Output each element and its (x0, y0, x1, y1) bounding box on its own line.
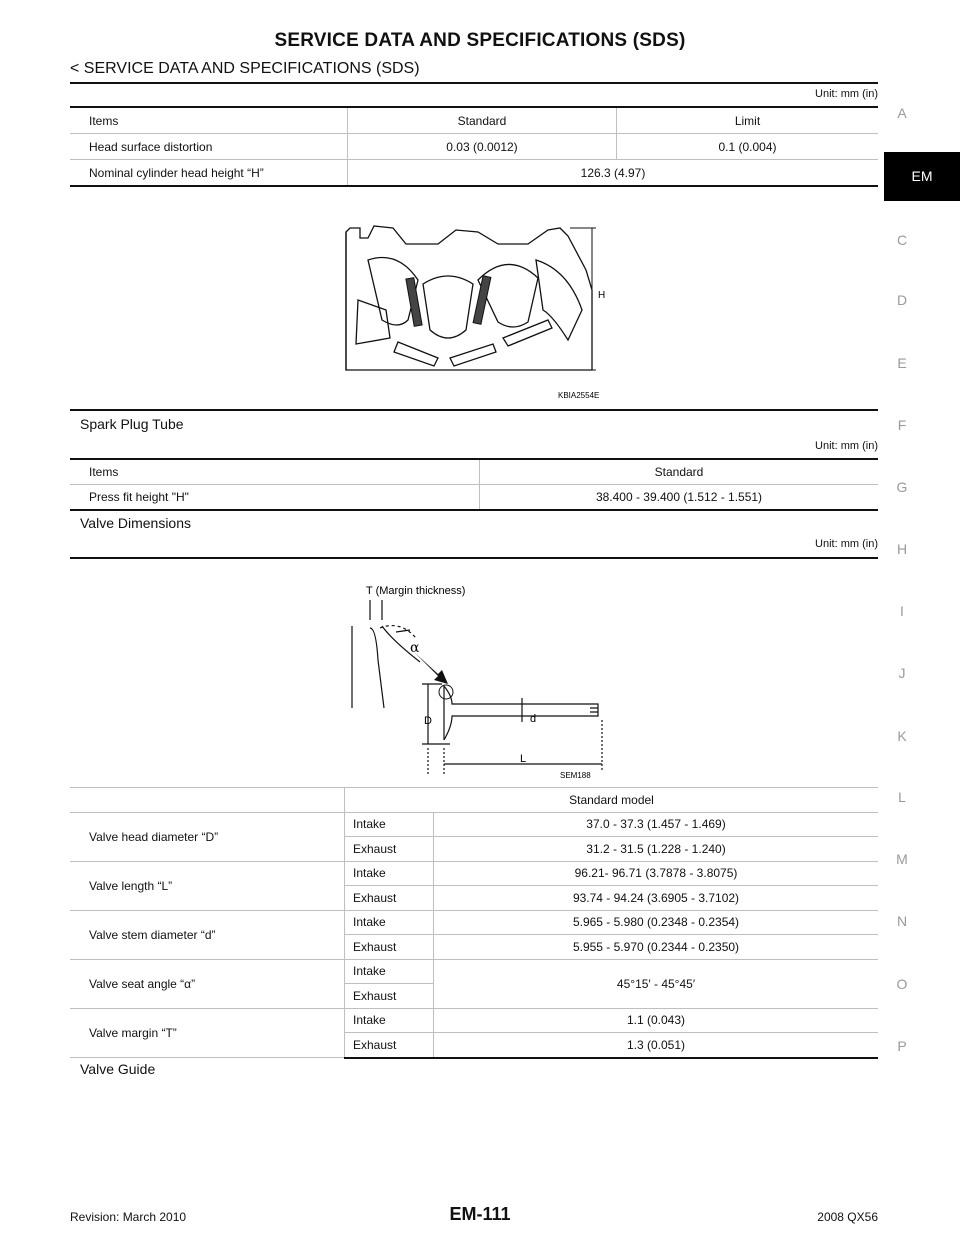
table-header-cell: Standard (480, 459, 879, 485)
table-cell: Intake (345, 861, 434, 886)
section-title-valve-dimensions: Valve Dimensions (80, 515, 192, 531)
table-cell: 0.03 (0.0012) (348, 134, 617, 160)
table-row (70, 959, 878, 984)
section-divider (70, 409, 878, 411)
table-header-cell: Limit (617, 107, 879, 134)
figure-code: SEM188 (560, 771, 591, 780)
sidebar-index-k[interactable]: K (897, 728, 907, 744)
table-cell: 96.21- 96.71 (3.7878 - 3.8075) (434, 861, 879, 886)
table-cell: Exhaust (345, 837, 434, 862)
table-header-cell-empty (70, 788, 345, 813)
table-cell: Valve length “L” (70, 861, 345, 910)
sidebar-index-p[interactable]: P (897, 1038, 907, 1054)
table-cell: Valve seat angle “α” (70, 959, 345, 1008)
table-cell: 5.955 - 5.970 (0.2344 - 0.2350) (434, 935, 879, 960)
sidebar-index-n[interactable]: N (896, 913, 908, 929)
table-cell: 38.400 - 39.400 (1.512 - 1.551) (480, 485, 879, 511)
table-cell: Head surface distortion (70, 134, 348, 160)
sidebar-index-em-active[interactable]: EM (884, 152, 960, 201)
table-cell: 1.3 (0.051) (434, 1033, 879, 1058)
table-row (70, 861, 878, 886)
section-title-valve-guide: Valve Guide (80, 1061, 156, 1077)
figure-dimension-label: H (598, 290, 606, 301)
sidebar-index-g[interactable]: G (896, 479, 908, 495)
table-header-cell: Items (70, 459, 480, 485)
footer-page-number: EM-111 (449, 1204, 511, 1224)
cylinder-head-table (70, 106, 878, 187)
table-cell: Valve stem diameter “d” (70, 910, 345, 959)
table-cell: 37.0 - 37.3 (1.457 - 1.469) (434, 812, 879, 837)
table-row (70, 160, 878, 187)
sidebar-index-j[interactable]: J (898, 665, 906, 681)
breadcrumb[interactable]: < SERVICE DATA AND SPECIFICATIONS (SDS) (70, 60, 420, 77)
page-title: SERVICE DATA AND SPECIFICATIONS (SDS) (274, 30, 686, 51)
section-title-spark-plug-tube: Spark Plug Tube (80, 416, 184, 432)
figure-d-major-label: D (424, 715, 432, 727)
table-cell: Intake (345, 959, 434, 984)
sidebar-index-e[interactable]: E (897, 355, 907, 371)
table-cell: 0.1 (0.004) (617, 134, 879, 160)
table-cell: Intake (345, 1008, 434, 1033)
table-cell: Nominal cylinder head height “H” (70, 160, 348, 187)
table-cell: Valve head diameter “D” (70, 812, 345, 861)
table-cell: Valve margin “T” (70, 1008, 345, 1058)
table-cell: 1.1 (0.043) (434, 1008, 879, 1033)
cylinder-head-figure (338, 220, 628, 405)
table-header-cell: Standard model (345, 788, 879, 813)
unit-label: Unit: mm (in) (815, 440, 878, 452)
figure-d-minor-label: d (530, 713, 537, 725)
table-header-row (70, 459, 878, 485)
table-header-row (70, 107, 878, 134)
spark-plug-tube-table (70, 458, 878, 511)
table-row (70, 1008, 878, 1033)
sidebar-index-o[interactable]: O (896, 976, 908, 992)
figure-title: T (Margin thickness) (366, 585, 466, 597)
sidebar-index-a[interactable]: A (897, 105, 907, 121)
sidebar-index-l[interactable]: L (898, 789, 906, 805)
figure-code: KBIA2554E (558, 391, 600, 400)
table-row (70, 910, 878, 935)
table-row (70, 134, 878, 160)
figure-l-label: L (520, 753, 527, 765)
table-cell: Press fit height "H" (70, 485, 480, 511)
table-cell: 45°15′ - 45°45′ (434, 959, 879, 1008)
figure-alpha-label: α (410, 640, 420, 656)
table-cell: 126.3 (4.97) (348, 160, 879, 187)
unit-label: Unit: mm (in) (815, 88, 878, 100)
table-row (70, 485, 878, 511)
sidebar-index-f[interactable]: F (897, 417, 907, 433)
valve-figure (340, 580, 610, 780)
table-cell: 31.2 - 31.5 (1.228 - 1.240) (434, 837, 879, 862)
sidebar-index-i[interactable]: I (900, 603, 904, 619)
table-cell: Exhaust (345, 984, 434, 1009)
section-index-sidebar (884, 0, 960, 1242)
table-cell: 5.965 - 5.980 (0.2348 - 0.2354) (434, 910, 879, 935)
table-cell: Intake (345, 812, 434, 837)
table-cell: 93.74 - 94.24 (3.6905 - 3.7102) (434, 886, 879, 911)
unit-label: Unit: mm (in) (815, 538, 878, 550)
table-cell: Exhaust (345, 886, 434, 911)
table-cell: Intake (345, 910, 434, 935)
table-row (70, 812, 878, 837)
valve-dimensions-table (70, 787, 878, 1059)
sidebar-index-d[interactable]: D (896, 292, 908, 308)
sidebar-index-c[interactable]: C (896, 232, 908, 248)
footer-revision: Revision: March 2010 (70, 1210, 187, 1224)
header-divider (70, 82, 878, 84)
table-header-cell: Standard (348, 107, 617, 134)
table-cell: Exhaust (345, 1033, 434, 1058)
table-header-cell: Items (70, 107, 348, 134)
section-divider (70, 557, 878, 559)
table-cell: Exhaust (345, 935, 434, 960)
sidebar-index-m[interactable]: M (896, 851, 908, 867)
footer-model: 2008 QX56 (817, 1210, 878, 1224)
table-header-row (70, 788, 878, 813)
sidebar-index-h[interactable]: H (896, 541, 908, 557)
